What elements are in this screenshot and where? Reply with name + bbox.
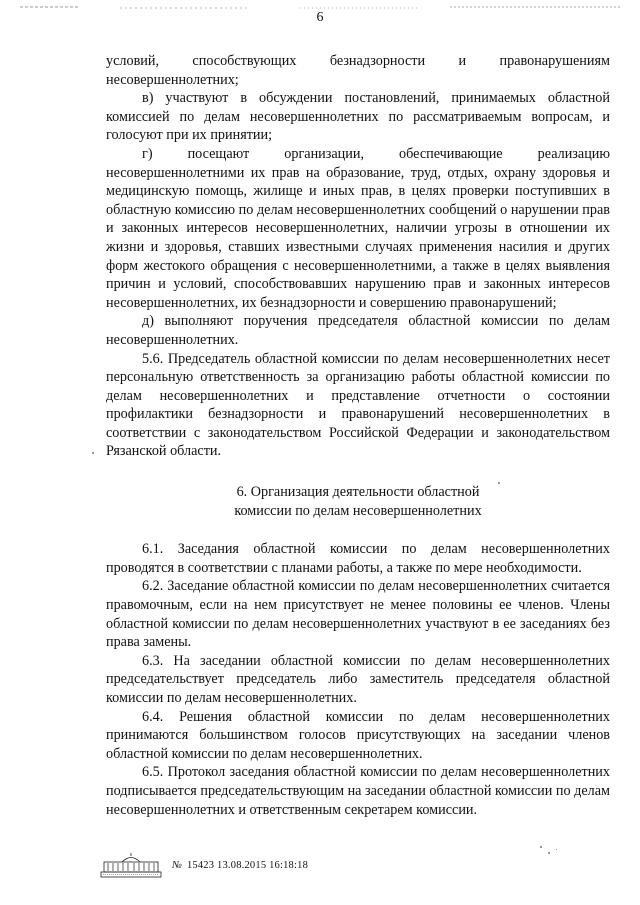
section-heading <box>106 483 610 520</box>
section-heading-line-2: комиссии по делам несовершеннолетних <box>234 502 482 519</box>
paragraph-item-d: д) выполняют поручения председателя областной комиссии по делам несовершеннолетних. <box>106 313 610 348</box>
paragraph-item-v: в) участвуют в обсуждении постановлений, принимаемых областной комиссией по делам несовершеннолетних по рассматриваемым вопросам, и голосуют при их принятии; <box>106 90 610 144</box>
building-seal-icon <box>100 852 162 878</box>
registration-number: 15423 <box>186 859 215 871</box>
paragraph-6-2: 6.2. Заседание областной комиссии по делам несовершеннолетних считается правомочным, если на нем присутствует не менее половины ее членов. Члены областной комиссии по делам несовершеннолетних участвуют в ее заседаниях без права замены. <box>106 578 610 651</box>
paragraph-item-g: г) посещают организации, обеспечивающие реализацию несовершеннолетними их прав на образование, труд, отдых, охрану здоровья и медицинскую помощь, жилище и иных прав, в целях проверки поступивших в областную комиссию по делам несовершеннолетних сообщений о нарушении прав и законных интересов несовершеннолетних, наличии угрозы в отношении их жизни и здоровья, ставших известными случаях применения насилия и других форм жестокого обращения с несовершеннолетними, а также в целях выявления причин и условий, способствовавших нарушению прав и законных интересов несовершеннолетних, их безнадзорности и совершению правонарушений; <box>106 145 610 311</box>
paragraph-6-4: 6.4. Решения областной комиссии по делам несовершеннолетних принимаются большинством голосов присутствующих на заседании членов областной комиссии по делам несовершеннолетних. <box>106 708 610 762</box>
scan-speck <box>548 852 550 854</box>
page-number: 6 <box>316 10 324 25</box>
section-heading-line-1: 6. Организация деятельности областной <box>236 484 480 501</box>
paragraph-5-6: 5.6. Председатель областной комиссии по делам несовершеннолетних несет персональную ответственность за организацию работы областной комиссии по делам несовершеннолетних и представление отчетности о состоянии профилактики безнадзорности и правонарушений несовершеннолетних в соответствии с законодательством Российской Федерации и законодательством Рязанской области. <box>106 350 610 460</box>
registration-number-sign: № <box>172 859 183 871</box>
paragraph-6-5: 6.5. Протокол заседания областной комиссии по делам несовершеннолетних подписывается председательствующим на заседании областной комиссии по делам несовершеннолетних и ответственным секретарем комиссии. <box>106 764 611 818</box>
registration-datetime: 13.08.2015 16:18:18 <box>217 859 309 871</box>
registration-footer <box>100 852 308 878</box>
scan-speck <box>556 849 557 850</box>
scan-speck <box>540 846 542 848</box>
paragraph-6-3: 6.3. На заседании областной комиссии по делам несовершеннолетних председательствует председатель либо заместитель председателя областной комиссии по делам несовершеннолетних. <box>106 652 610 706</box>
scan-speck <box>498 482 500 484</box>
registration-stamp <box>172 860 308 871</box>
paragraph-continuation: условий, способствующих безнадзорности и правонарушениям несовершеннолетних; <box>106 53 610 88</box>
paragraph-6-1: 6.1. Заседания областной комиссии по делам несовершеннолетних проводятся в соответствии с планами работы, а также по мере необходимости. <box>106 541 610 576</box>
scan-speck <box>92 452 94 454</box>
document-body <box>106 52 610 819</box>
